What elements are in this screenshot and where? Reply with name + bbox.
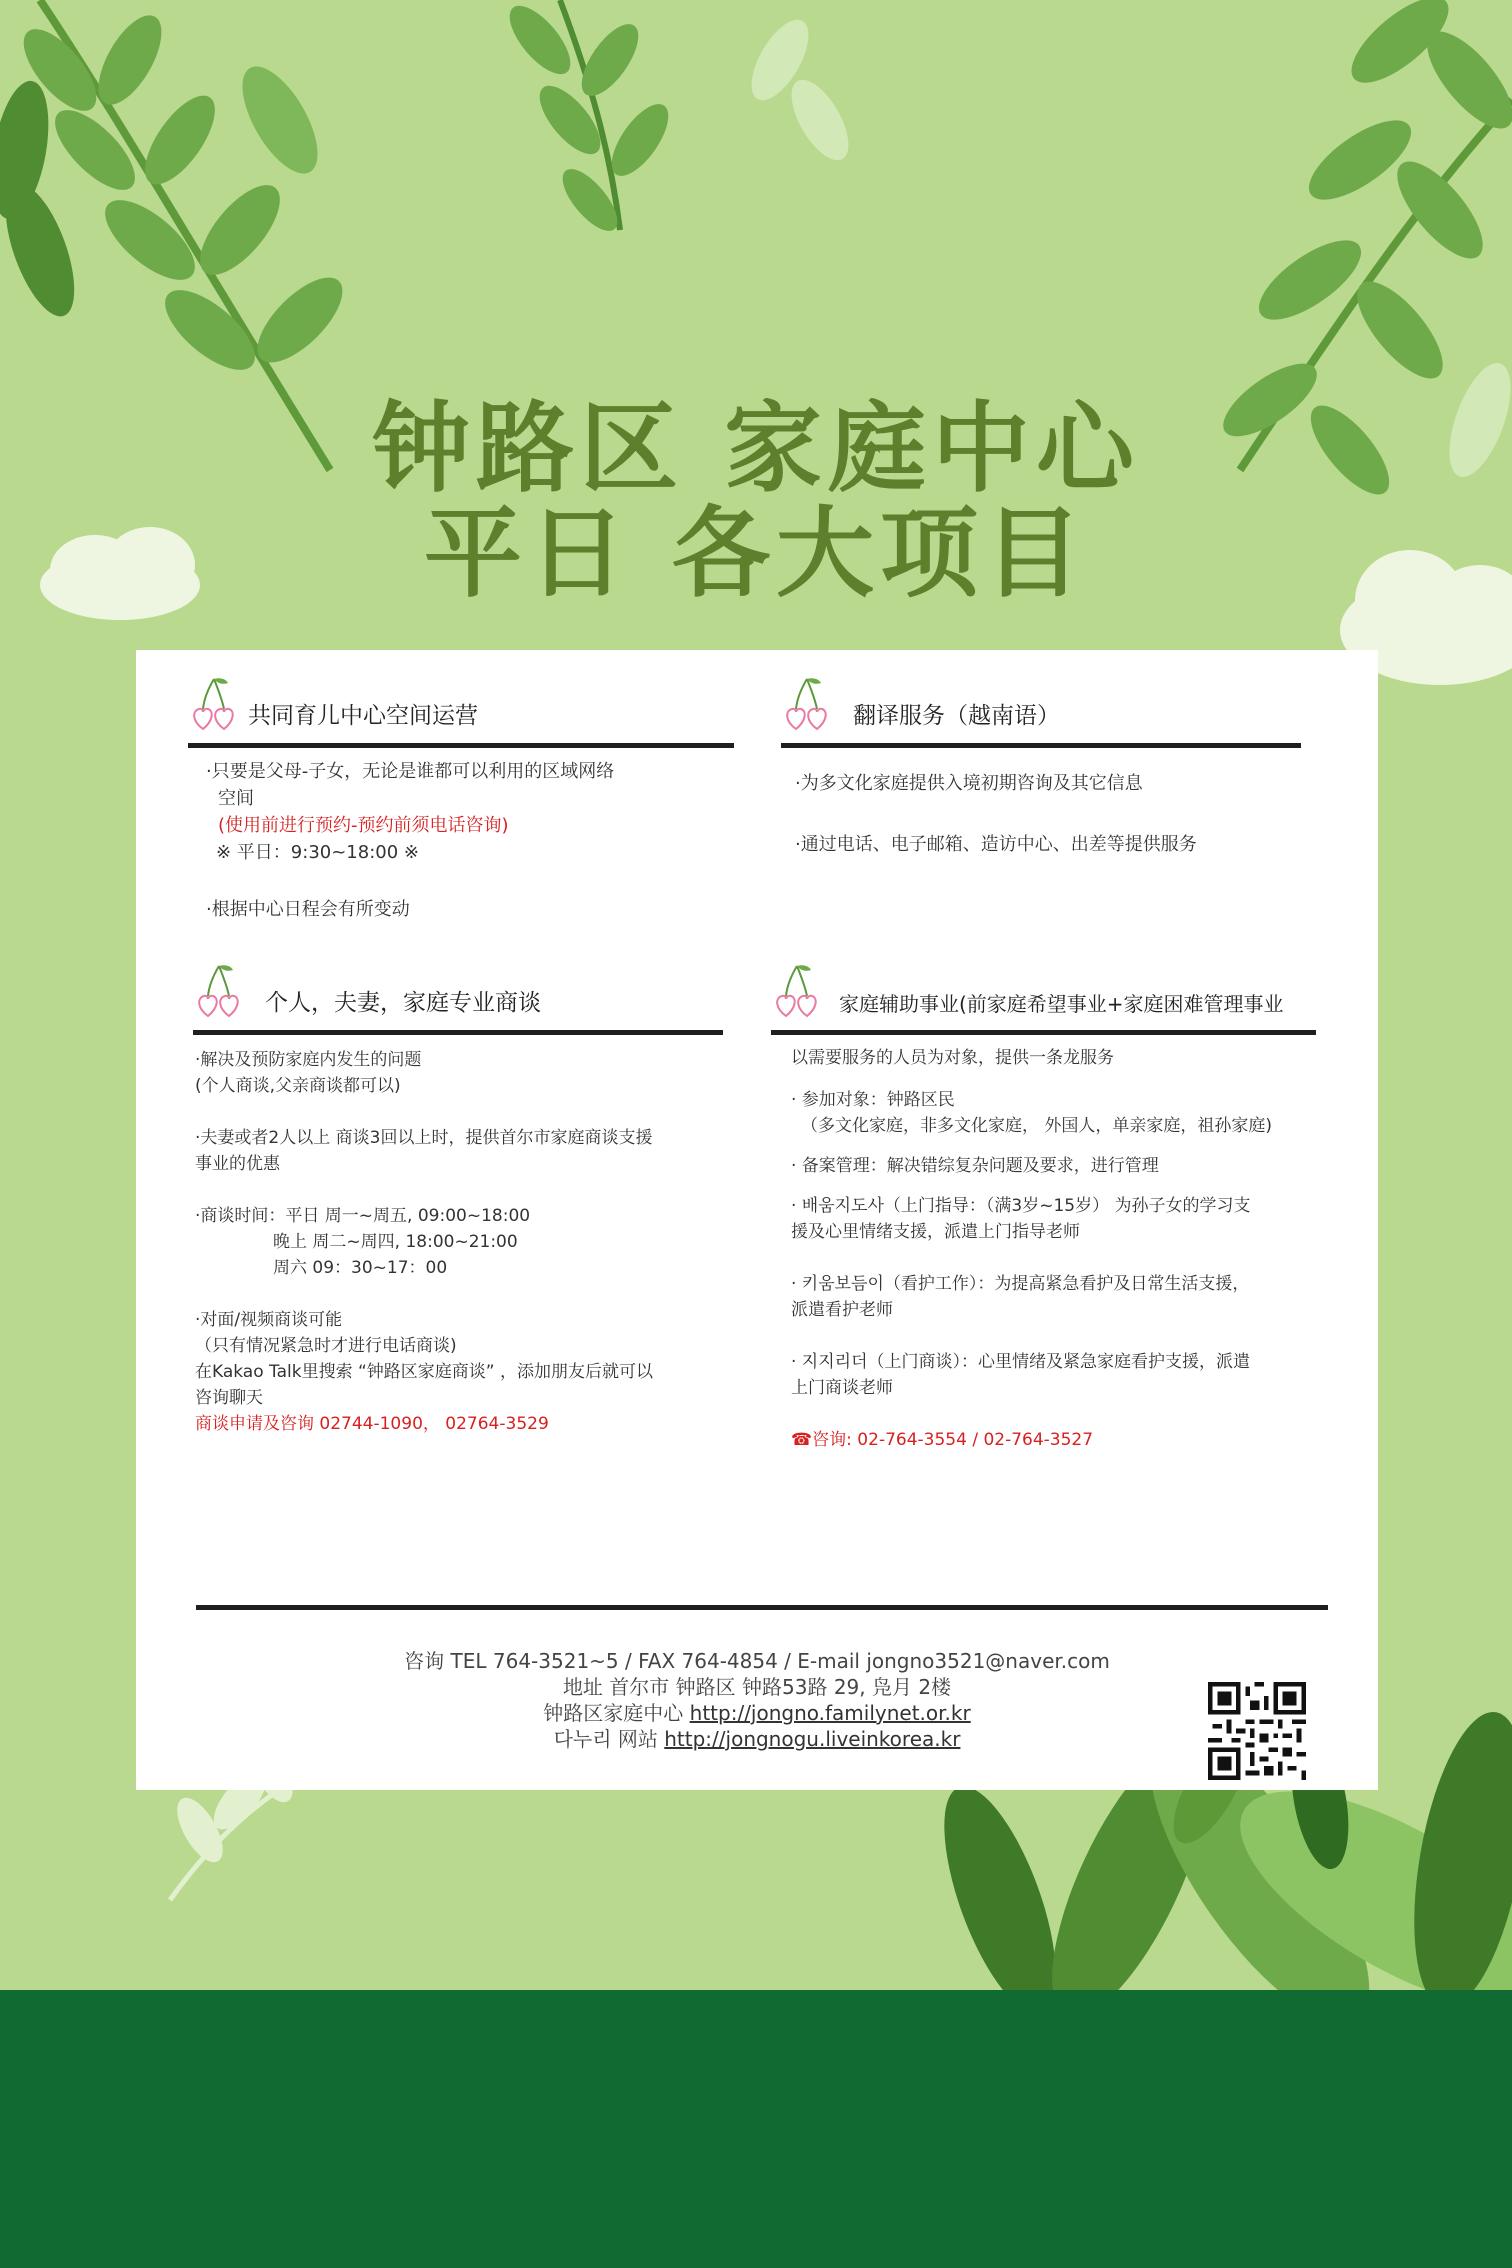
hours-line: 晚上 周二~周四, 18:00~21:00 (273, 1232, 518, 1252)
text-line: · 备案管理：解决错综复杂问题及要求，进行管理 (791, 1156, 1159, 1176)
section-body (193, 1035, 723, 1437)
section-body (771, 1035, 1316, 1453)
section-childcare (188, 675, 734, 923)
section-title: 个人，夫妻，家庭专业商谈 (265, 990, 541, 1016)
content-card (136, 650, 1378, 1790)
text-line: · 배움지도사（上门指导：（满3岁~15岁） 为孙子女的学习支 (791, 1196, 1251, 1216)
cherry-icon (188, 675, 240, 735)
danuri-link[interactable]: http://jongnogu.liveinkorea.kr (664, 1727, 961, 1751)
section-family-support (771, 962, 1316, 1453)
section-header (193, 962, 723, 1022)
website-link[interactable]: http://jongno.familynet.or.kr (689, 1701, 971, 1725)
text-line: · 지지리더（上门商谈）：心里情绪及紧急家庭看护支援，派遣 (791, 1352, 1250, 1372)
contact-phone: ☎咨询: 02-764-3554 / 02-764-3527 (791, 1430, 1094, 1450)
page-title-line1: 钟路区 家庭中心 (371, 391, 1141, 506)
danuri-label: 다누리 网站 (553, 1727, 665, 1751)
contact-phone: 商谈申请及咨询 02744-1090， 02764-3529 (195, 1414, 549, 1434)
bottom-band (0, 1990, 1512, 2268)
text-line: ·解决及预防家庭内发生的问题 (195, 1050, 422, 1070)
text-line: 在Kakao Talk里搜索 “钟路区家庭商谈” ，添加朋友后就可以 (195, 1362, 654, 1382)
qr-code-icon[interactable] (1208, 1682, 1306, 1780)
text-line: · 参加对象：钟路区民 (791, 1090, 955, 1110)
text-line: 事业的优惠 (195, 1154, 280, 1174)
text-line: （只有情况紧急时才进行电话商谈) (195, 1336, 457, 1356)
cherry-icon (781, 675, 833, 735)
footer-divider (196, 1605, 1328, 1610)
page-title-line2: 平日 各大项目 (423, 496, 1089, 611)
text-line: 以需要服务的人员为对象，提供一条龙服务 (791, 1048, 1114, 1068)
hours-note: ※ 平日：9:30~18:00 ※ (216, 842, 419, 863)
section-title: 翻译服务（越南语） (853, 703, 1060, 729)
section-body (188, 748, 734, 923)
section-counseling (193, 962, 723, 1437)
text-line: ·根据中心日程会有所变动 (206, 899, 410, 920)
section-translation (781, 675, 1301, 858)
text-line: 派遣看护老师 (791, 1300, 893, 1320)
footer-contact (136, 1648, 1378, 1752)
danuri-line (136, 1726, 1378, 1752)
website-label: 钟路区家庭中心 (543, 1701, 690, 1725)
section-title: 家庭辅助事业(前家庭希望事业+家庭困难管理事业 (839, 992, 1284, 1016)
section-body (781, 748, 1301, 858)
cherry-icon (193, 962, 245, 1022)
section-header (781, 675, 1301, 735)
text-line: ·通过电话、电子邮箱、造访中心、出差等提供服务 (795, 834, 1197, 855)
address-line: 地址 首尔市 钟路区 钟路53路 29, 凫月 2楼 (562, 1675, 952, 1699)
text-line: ·夫妻或者2人以上 商谈3回以上时，提供首尔市家庭商谈支援 (195, 1128, 653, 1148)
text-line: 上门商谈老师 (791, 1378, 893, 1398)
text-line: ·只要是父母-子女，无论是谁都可以利用的区域网络 (206, 761, 615, 782)
section-header (188, 675, 734, 735)
text-line: ·为多文化家庭提供入境初期咨询及其它信息 (795, 773, 1143, 794)
text-line: ·对面/视频商谈可能 (195, 1310, 343, 1330)
section-title: 共同育儿中心空间运营 (248, 703, 478, 729)
hours-line: 周六 09：30~17：00 (273, 1258, 448, 1278)
reservation-note: (使用前进行预约-预约前须电话咨询) (218, 815, 509, 836)
contact-line: 咨询 TEL 764-3521~5 / FAX 764-4854 / E-mail jongno3521@naver.com (404, 1649, 1110, 1673)
leaf-sprig-top-center (499, 0, 860, 239)
hours-line: ·商谈时间：平日 周一~周五, 09:00~18:00 (195, 1206, 531, 1226)
text-line: 援及心里情绪支援，派遣上门指导老师 (791, 1222, 1080, 1242)
text-line: （多文化家庭，非多文化家庭， 外国人，单亲家庭，祖孙家庭) (801, 1116, 1273, 1136)
text-line: (个人商谈,父亲商谈都可以) (195, 1076, 401, 1096)
text-line: · 키움보듬이（看护工作）：为提高紧急看护及日常生活支援， (791, 1274, 1250, 1294)
text-line: 咨询聊天 (195, 1388, 263, 1408)
cherry-icon (771, 962, 823, 1022)
section-header (771, 962, 1316, 1022)
text-line: 空间 (218, 788, 254, 809)
website-line (136, 1700, 1378, 1726)
